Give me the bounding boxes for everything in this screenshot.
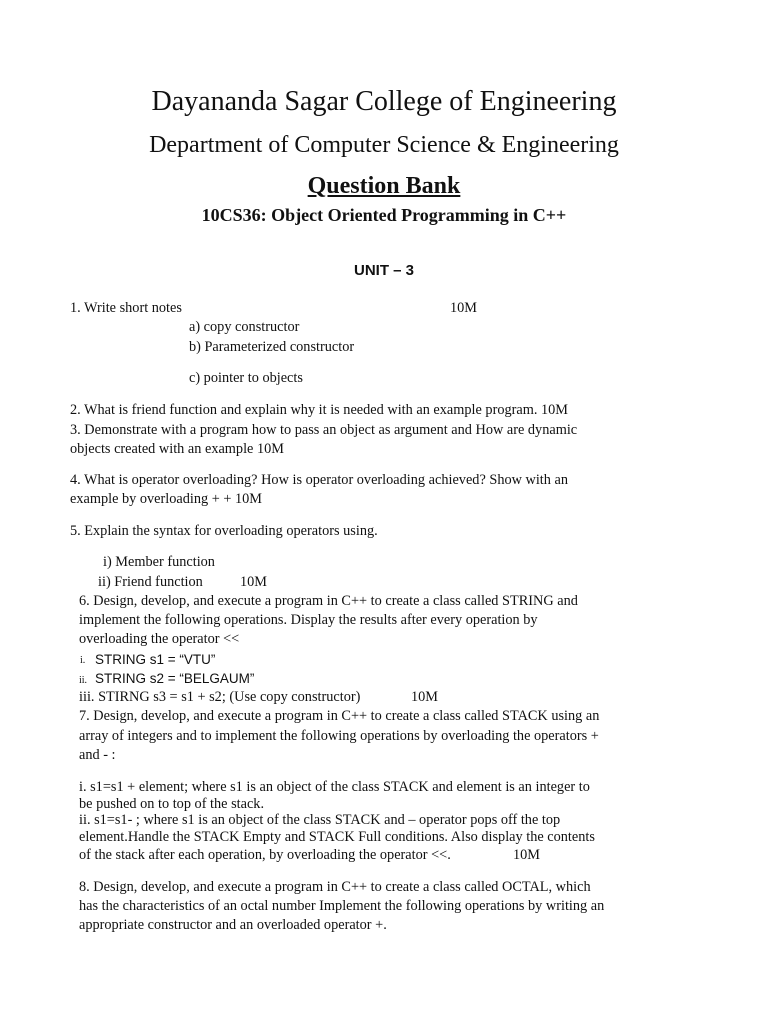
question-6-marks: 10M: [411, 689, 439, 705]
question-7-line-2: array of integers and to implement the following operations by overloading the operators +: [79, 728, 599, 744]
question-6-line-3: overloading the operator <<: [79, 631, 240, 647]
question-1: 1. Write short notes: [70, 300, 182, 316]
question-1-item-c: c) pointer to objects: [189, 370, 303, 386]
question-7-marks: 10M: [513, 847, 541, 863]
document-title: Question Bank: [307, 173, 461, 199]
question-4-line-2: example by overloading + + 10M: [70, 491, 263, 507]
question-1-marks: 10M: [450, 300, 478, 316]
unit-heading: UNIT – 3: [353, 262, 414, 279]
question-5-item-i: i) Member function: [103, 554, 215, 570]
question-3-line-1: 3. Demonstrate with a program how to pass an object as argument and How are dynamic: [70, 422, 578, 438]
department-title: Department of Computer Science & Engineering: [149, 132, 619, 158]
question-8-line-3: appropriate constructor and an overloaded operator +.: [79, 917, 387, 933]
question-6-line-2: implement the following operations. Display the results after every operation by: [79, 612, 538, 628]
question-5-marks: 10M: [240, 574, 268, 590]
question-6-line-1: 6. Design, develop, and execute a program in C++ to create a class called STRING and: [79, 593, 578, 609]
question-2: 2. What is friend function and explain why it is needed with an example program. 10M: [70, 402, 569, 418]
question-7-item-ii-line-3: of the stack after each operation, by overloading the operator <<.: [79, 847, 451, 863]
college-title: Dayananda Sagar College of Engineering: [151, 86, 617, 117]
question-7-line-3: and - :: [79, 747, 116, 763]
question-6-item-i-number: i.: [80, 655, 86, 666]
question-7-item-ii-line-2: element.Handle the STACK Empty and STACK Full conditions. Also display the contents: [79, 829, 595, 845]
question-7-item-i-line-2: be pushed on to top of the stack.: [79, 796, 265, 812]
question-1-item-a: a) copy constructor: [189, 319, 300, 335]
question-7-item-ii-line-1: ii. s1=s1- ; where s1 is an object of the class STACK and – operator pops off the top: [79, 812, 561, 828]
question-6-item-ii: STRING s2 = “BELGAUM”: [95, 671, 255, 686]
question-5-item-ii: ii) Friend function: [98, 574, 203, 590]
question-3-line-2: objects created with an example 10M: [70, 441, 284, 457]
question-7-line-1: 7. Design, develop, and execute a program in C++ to create a class called STACK using an: [79, 708, 600, 724]
question-8-line-2: has the characteristics of an octal number Implement the following operations by writing an: [79, 898, 605, 914]
question-1-item-b: b) Parameterized constructor: [189, 339, 355, 355]
question-5: 5. Explain the syntax for overloading operators using.: [70, 523, 378, 539]
question-6-item-iii: iii. STIRNG s3 = s1 + s2; (Use copy constructor): [79, 689, 361, 705]
course-title: 10CS36: Object Oriented Programming in C++: [201, 205, 567, 225]
question-8-line-1: 8. Design, develop, and execute a program in C++ to create a class called OCTAL, which: [79, 879, 591, 895]
question-6-item-i: STRING s1 = “VTU”: [95, 652, 216, 667]
question-7-item-i-line-1: i. s1=s1 + element; where s1 is an object of the class STACK and element is an integer to: [79, 779, 590, 795]
question-6-item-ii-number: ii.: [79, 675, 88, 686]
question-4-line-1: 4. What is operator overloading? How is operator overloading achieved? Show with an: [70, 472, 568, 488]
